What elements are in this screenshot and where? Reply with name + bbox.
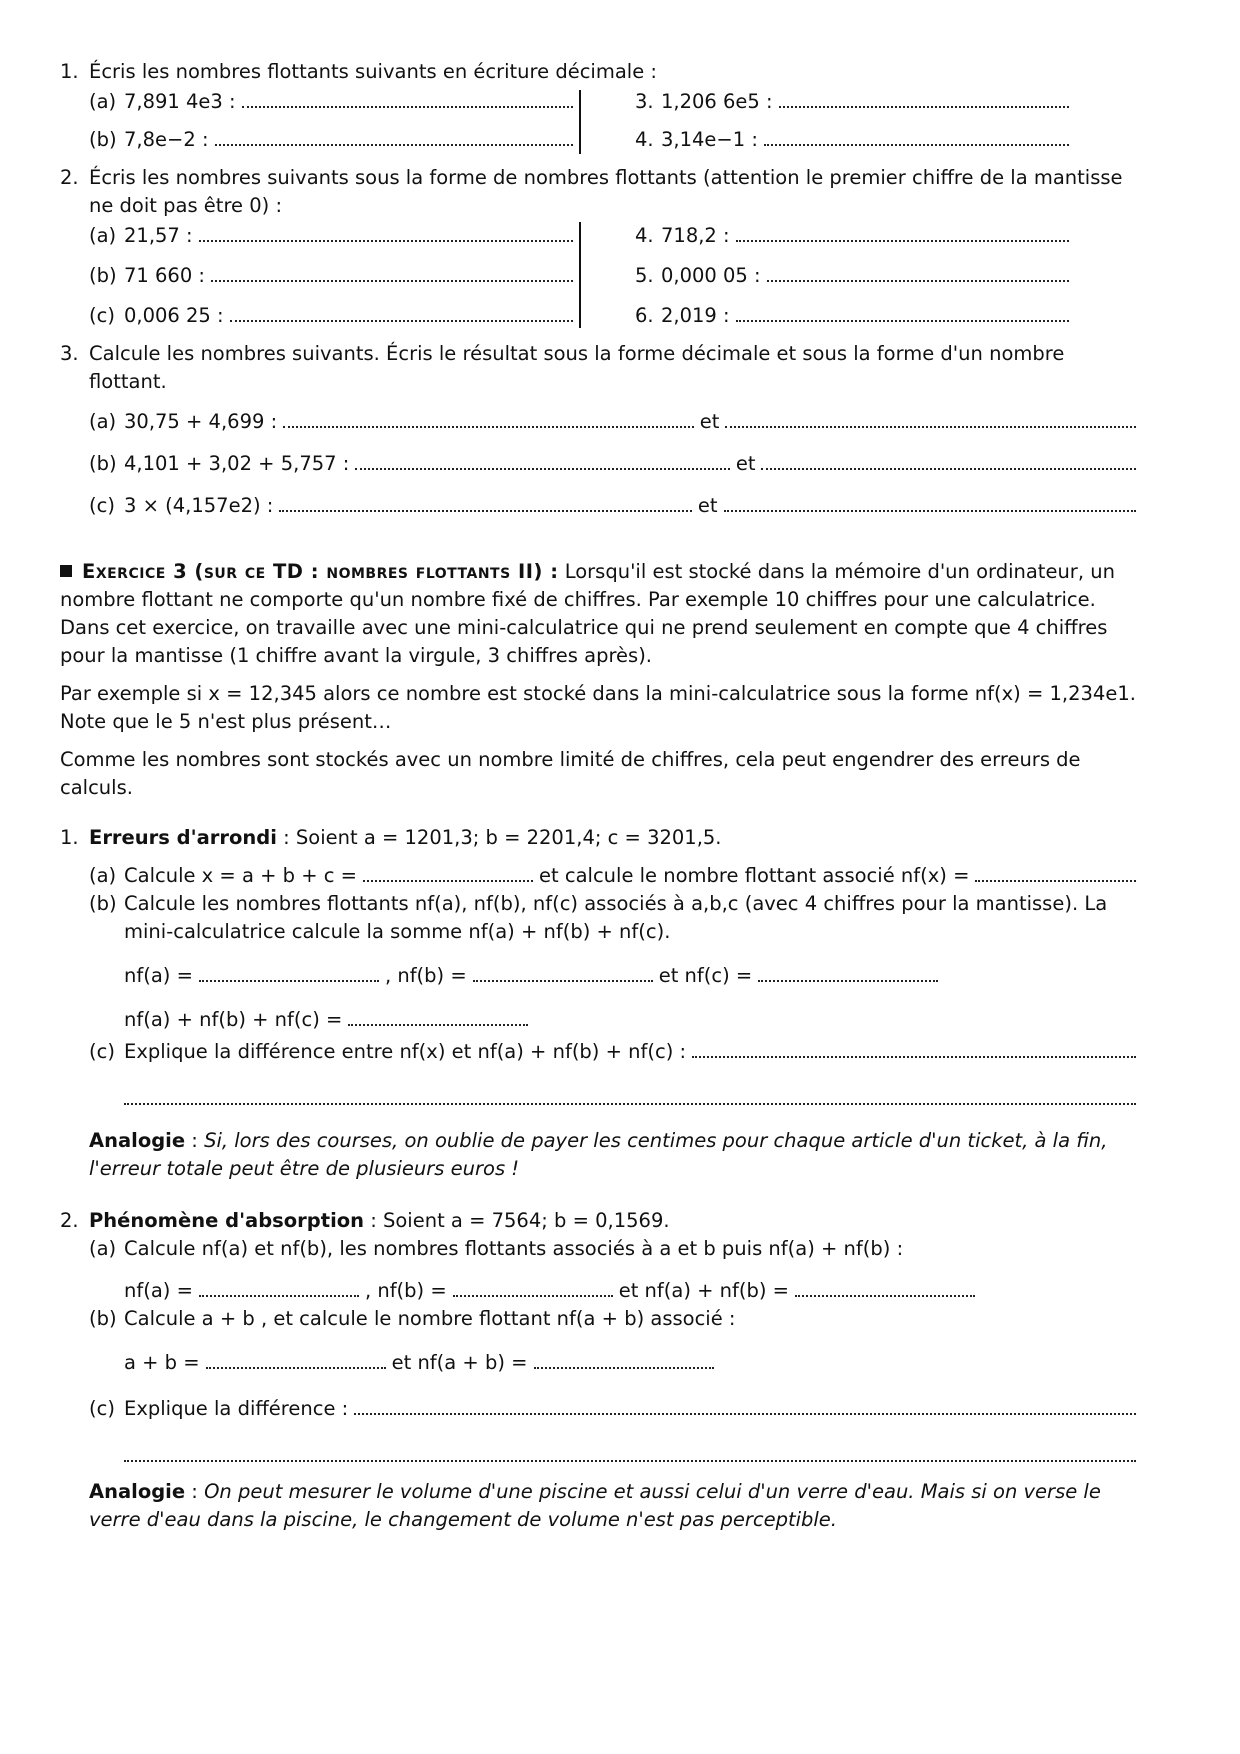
p1-b-answers [124,962,1142,1006]
et-label: et [697,494,718,517]
answer-blank[interactable] [206,1350,386,1369]
p2-c-line-2 [124,1443,1142,1462]
q2-5-text: 0,000 05 : [661,264,761,287]
p1-c-text: Explique la différence entre nf(x) et nf(a) + nf(b) + nf(c) : [124,1040,687,1063]
answer-blank-decimal[interactable] [355,451,730,470]
part-heading: Phénomène d'absorption [89,1209,365,1232]
q1-4-text: 3,14e−1 : [661,128,758,151]
p1-b-sum [124,1006,1142,1034]
analogy-text: Si, lors des courses, on oublie de payer les centimes pour chaque article d'un ticket, à la fin, l'erreur totale peut être de plusieurs euros ! [89,1129,1108,1180]
item-label: (a) [89,864,117,887]
item-label: (b) [89,1307,117,1330]
analogy-text: On peut mesurer le volume d'une piscine et aussi celui d'un verre d'eau. Mais si on verse le verre d'eau dans la piscine, le changement de volume n'est pas perceptible. [89,1480,1101,1531]
question-number: 1. [60,60,79,83]
part-statement: : Soient a = 1201,3; b = 2201,4; c = 3201,5. [276,826,722,849]
answer-blank[interactable] [736,303,1069,322]
item-label: (a) [89,410,117,433]
nfb-label: , nf(b) = [384,964,467,987]
item-label: (c) [89,304,115,327]
q1-a-text: 7,891 4e3 : [124,90,236,113]
q1-3-text: 1,206 6e5 : [661,90,773,113]
item-label: (a) [89,224,117,247]
answer-blank[interactable] [453,1278,613,1297]
question-text: Écris les nombres flottants suivants en écriture décimale : [89,60,657,83]
item-label: 6. [635,304,654,327]
item-label: (c) [89,1397,115,1420]
item-label: (b) [89,452,117,475]
analogy-2: Analogie : On peut mesurer le volume d'une piscine et aussi celui d'un verre d'eau. Mais si on verse le verre d'eau dans la piscine, le changement de volume n'est pas perceptible. [89,1480,1101,1531]
q2-c [89,302,579,330]
q2-a [89,222,579,262]
answer-blank[interactable] [199,223,573,242]
et-label: et [699,410,720,433]
question-text: Écris les nombres suivants sous la forme de nombres flottants (attention le premier chiffre de la mantisse ne doit pas être 0) : [89,166,1123,217]
question-2 [60,164,1142,220]
item-label: (b) [89,892,117,915]
et-label: et [735,452,756,475]
question-number: 2. [60,166,79,189]
q1-4 [635,126,1075,154]
exercise-note: Comme les nombres sont stockés avec un nombre limité de chiffres, cela peut engendrer des erreurs de calculs. [60,748,1081,799]
nfa-label: nf(a) = [124,1279,193,1302]
answer-blank-float[interactable] [761,451,1136,470]
item-label: (b) [89,264,117,287]
item-label: 4. [635,128,654,151]
q3-a [89,408,1142,450]
question-1 [60,58,1142,86]
q3-b-text: 4,101 + 3,02 + 5,757 : [124,452,350,475]
p2-a [89,1235,1142,1263]
q2-4 [635,222,1075,262]
q2-a-text: 21,57 : [124,224,193,247]
answer-blank[interactable] [199,1278,359,1297]
analogy-label: Analogie [89,1480,186,1503]
p2-a-text: Calcule nf(a) et nf(b), les nombres flottants associés à a et b puis nf(a) + nf(b) : [124,1237,904,1260]
p2-b-text: Calcule a + b , et calcule le nombre flottant nf(a + b) associé : [124,1307,736,1330]
p2-b [89,1305,1142,1333]
answer-blank[interactable] [779,89,1069,108]
answer-blank[interactable] [230,303,573,322]
part-statement: : Soient a = 7564; b = 0,1569. [364,1209,670,1232]
item-label: (b) [89,128,117,151]
item-label: (a) [89,90,117,113]
answer-blank[interactable] [758,963,938,982]
q3-c-text: 3 × (4,157e2) : [124,494,274,517]
analogy-1: Analogie : Si, lors des courses, on oublie de payer les centimes pour chaque article d'un ticket, à la fin, l'erreur totale peut être de plusieurs euros ! [89,1129,1108,1180]
worksheet [60,58,1142,1534]
answer-blank[interactable] [736,223,1069,242]
p1-a-text-2: et calcule le nombre flottant associé nf(x) = [539,864,970,887]
p2-a-answers [124,1277,1142,1305]
q2-b-text: 71 660 : [124,264,205,287]
item-label: (c) [89,1040,115,1063]
item-label: 3. [635,90,654,113]
q1-b-text: 7,8e−2 : [124,128,209,151]
p1-b [89,890,1142,946]
p1-a-text: Calcule x = a + b + c = [124,864,358,887]
answer-blank[interactable] [124,1086,1136,1105]
sum-label: a + b = [124,1351,200,1374]
p2-b-answers [124,1349,1142,1377]
answer-blank[interactable] [764,127,1069,146]
question-number: 1. [60,826,79,849]
item-label: (c) [89,494,115,517]
answer-blank-decimal[interactable] [283,409,694,428]
answer-blank-float[interactable] [725,409,1136,428]
p1-a [89,862,1142,890]
answer-blank[interactable] [795,1278,975,1297]
item-label: 5. [635,264,654,287]
q2-c-text: 0,006 25 : [124,304,224,327]
q2-6-text: 2,019 : [661,304,730,327]
answer-blank[interactable] [215,127,573,146]
answer-blank[interactable] [767,263,1069,282]
p2-c-text: Explique la différence : [124,1397,349,1420]
exercise-title: Exercice 3 (sur ce TD : nombres flottants II) : [82,560,559,583]
answer-blank[interactable] [473,963,653,982]
sum-label: nf(a) + nf(b) + nf(c) = [124,1008,343,1031]
exercise-intro: Lorsqu'il est stocké dans la mémoire d'un ordinateur, un nombre flottant ne comporte qu'un nombre fixé de chiffres. Par exemple 10 chiffres pour une calculatrice. Dans cet exercice, on travaille avec une mini-calculatrice qui ne prend seulement en compte que 4 chiffres pour la mantisse (1 chiffre avant la virgule, 3 chiffres après). [60,560,1115,667]
square-bullet-icon [60,565,72,577]
answer-blank[interactable] [975,863,1136,882]
exercise-3 [60,558,1142,1534]
part-1 [60,824,1142,852]
answer-blank[interactable] [242,89,573,108]
answer-blank[interactable] [348,1007,528,1026]
p1-c-line-2 [124,1086,1142,1105]
nfa-label: nf(a) = [124,964,193,987]
p1-c [89,1038,1142,1066]
question-3 [60,340,1142,396]
question-number: 3. [60,342,79,365]
item-label: (a) [89,1237,117,1260]
q3-c [89,492,1142,520]
nfb-label: , nf(b) = [364,1279,447,1302]
answer-blank-decimal[interactable] [279,493,692,512]
q1-3 [635,88,1075,126]
q1-b [89,126,579,154]
p1-b-text: Calcule les nombres flottants nf(a), nf(b), nf(c) associés à a,b,c (avec 4 chiffres pour la mantisse). La mini-calculatrice calcule la somme nf(a) + nf(b) + nf(c). [124,892,1108,943]
p2-c [89,1395,1142,1423]
nfc-label: et nf(c) = [658,964,753,987]
nf-sum-label: et nf(a) + nf(b) = [618,1279,790,1302]
answer-blank-float[interactable] [724,493,1137,512]
answer-blank[interactable] [354,1396,1136,1415]
exercise-3-intro [60,558,1142,670]
answer-blank[interactable] [211,263,573,282]
analogy-label: Analogie [89,1129,186,1152]
answer-blank[interactable] [363,863,533,882]
answer-blank[interactable] [692,1039,1136,1058]
part-2 [60,1207,1142,1235]
q2-4-text: 718,2 : [661,224,730,247]
q3-a-text: 30,75 + 4,699 : [124,410,278,433]
answer-blank[interactable] [199,963,379,982]
q2-6 [635,302,1075,330]
nf-sum-label: et nf(a + b) = [391,1351,528,1374]
q2-b [89,262,579,302]
q1-a [89,88,579,126]
q3-b [89,450,1142,492]
q2-5 [635,262,1075,302]
part-heading: Erreurs d'arrondi [89,826,277,849]
question-number: 2. [60,1209,79,1232]
answer-blank[interactable] [124,1443,1136,1462]
answer-blank[interactable] [534,1350,714,1369]
item-label: 4. [635,224,654,247]
question-text: Calcule les nombres suivants. Écris le résultat sous la forme décimale et sous la forme d'un nombre flottant. [89,342,1065,393]
exercise-example: Par exemple si x = 12,345 alors ce nombre est stocké dans la mini-calculatrice sous la forme nf(x) = 1,234e1. Note que le 5 n'est plus présent… [60,682,1136,733]
